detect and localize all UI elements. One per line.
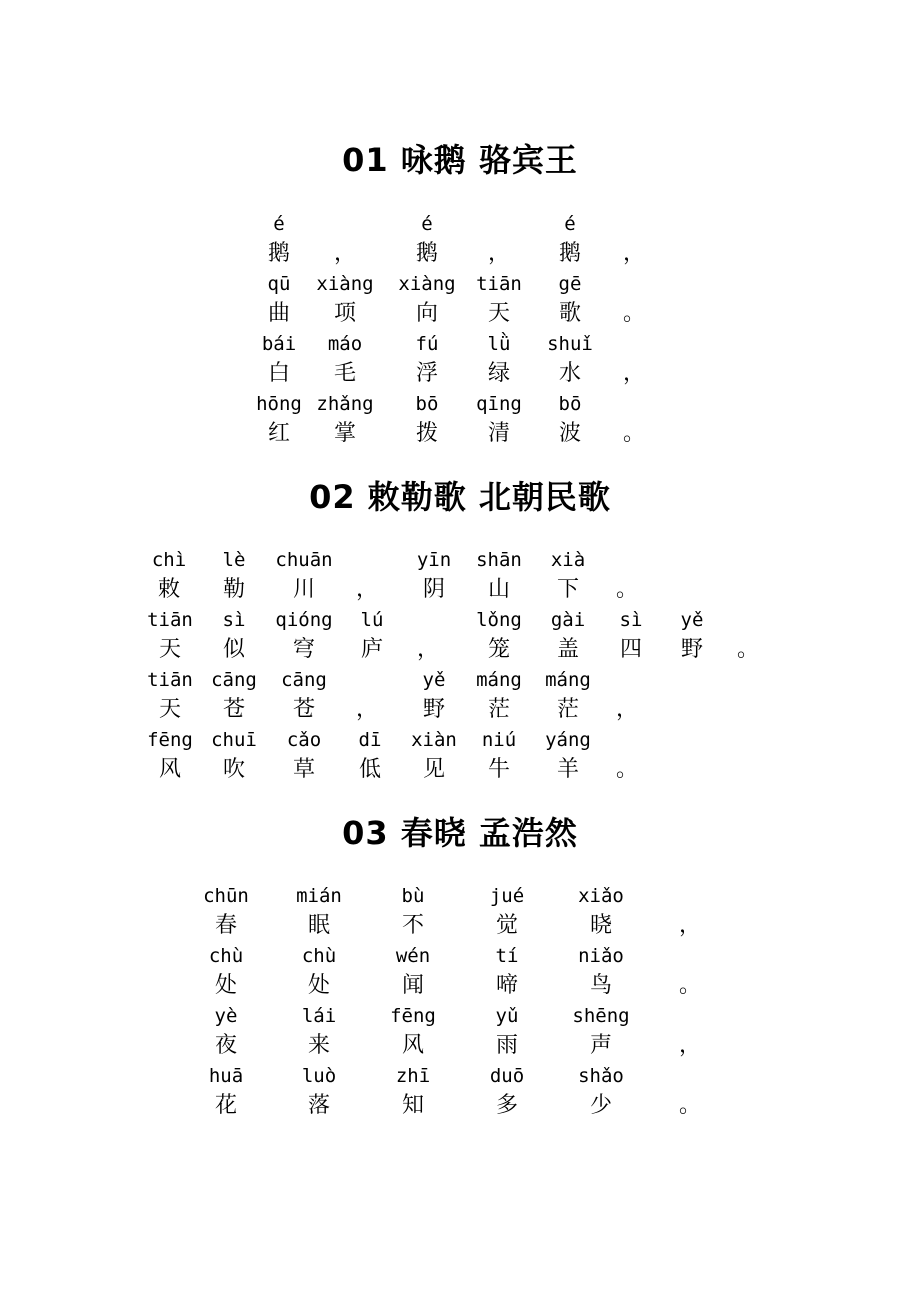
hanzi-character: 眠 — [307, 913, 331, 938]
pinyin-syllable: chì — [151, 549, 187, 571]
hanzi-character: 四 — [619, 637, 643, 662]
punctuation-mark: 。 — [736, 637, 760, 662]
hanzi-character: 山 — [487, 577, 511, 602]
pinyin-syllable: cāng — [211, 669, 257, 691]
hanzi-character: 低 — [358, 757, 382, 782]
hanzi-character: 绿 — [487, 361, 511, 386]
hanzi-character: 花 — [214, 1093, 238, 1118]
pinyin-syllable: é — [421, 213, 433, 235]
pinyin-syllable: sì — [222, 609, 246, 631]
pinyin-syllable: cāng — [281, 669, 327, 691]
hanzi-character: 觉 — [495, 913, 519, 938]
hanzi-character: 水 — [558, 361, 582, 386]
hanzi-character: 清 — [487, 421, 511, 446]
pinyin-syllable: shuǐ — [547, 333, 593, 355]
hanzi-character: 天 — [158, 697, 182, 722]
hanzi-character: 啼 — [495, 973, 519, 998]
hanzi-character: 雨 — [495, 1033, 519, 1058]
punctuation-mark: 。 — [678, 973, 702, 998]
hanzi-character: 庐 — [360, 637, 384, 662]
hanzi-character: 野 — [422, 697, 446, 722]
punctuation-mark: ， — [355, 697, 379, 722]
hanzi-character: 向 — [415, 301, 439, 326]
hanzi-character: 知 — [401, 1093, 425, 1118]
pinyin-syllable: tiān — [147, 669, 193, 691]
pinyin-syllable: qióng — [275, 609, 333, 631]
pinyin-syllable: duō — [489, 1065, 525, 1087]
punctuation-mark: ， — [355, 577, 379, 602]
hanzi-character: 茫 — [556, 697, 580, 722]
pinyin-syllable: fú — [415, 333, 439, 355]
punctuation-mark: 。 — [615, 577, 639, 602]
pinyin-syllable: qīng — [476, 393, 522, 415]
hanzi-character: 浮 — [415, 361, 439, 386]
pinyin-syllable: chù — [301, 945, 337, 967]
hanzi-character: 茫 — [487, 697, 511, 722]
pinyin-syllable: niú — [481, 729, 517, 751]
hanzi-character: 穹 — [292, 637, 316, 662]
hanzi-character: 拨 — [415, 421, 439, 446]
hanzi-character: 鹅 — [267, 241, 291, 266]
pinyin-syllable: chù — [208, 945, 244, 967]
punctuation-mark: ， — [678, 913, 702, 938]
punctuation-mark: 。 — [678, 1093, 702, 1118]
hanzi-character: 风 — [158, 757, 182, 782]
pinyin-syllable: yě — [680, 609, 704, 631]
pinyin-syllable: jué — [489, 885, 525, 907]
hanzi-character: 苍 — [222, 697, 246, 722]
hanzi-character: 吹 — [222, 757, 246, 782]
hanzi-character: 鹅 — [558, 241, 582, 266]
hanzi-character: 似 — [222, 637, 246, 662]
hanzi-character: 项 — [333, 301, 357, 326]
pinyin-syllable: máng — [476, 669, 522, 691]
pinyin-syllable: é — [273, 213, 285, 235]
punctuation-mark: ， — [333, 241, 357, 266]
pinyin-syllable: xiàn — [411, 729, 457, 751]
hanzi-character: 声 — [589, 1033, 613, 1058]
hanzi-character: 下 — [556, 577, 580, 602]
punctuation-mark: ， — [622, 361, 646, 386]
hanzi-character: 晓 — [589, 913, 613, 938]
pinyin-syllable: yīn — [416, 549, 452, 571]
hanzi-character: 风 — [401, 1033, 425, 1058]
hanzi-character: 多 — [495, 1093, 519, 1118]
pinyin-syllable: zhǎng — [316, 393, 374, 415]
hanzi-character: 落 — [307, 1093, 331, 1118]
pinyin-syllable: xiàng — [316, 273, 374, 295]
pinyin-syllable: xiàng — [398, 273, 456, 295]
pinyin-syllable: yè — [214, 1005, 238, 1027]
pinyin-syllable: chūn — [203, 885, 249, 907]
pinyin-syllable: zhī — [395, 1065, 431, 1087]
hanzi-character: 苍 — [292, 697, 316, 722]
hanzi-character: 处 — [214, 973, 238, 998]
pinyin-syllable: fēng — [390, 1005, 436, 1027]
pinyin-syllable: wén — [395, 945, 431, 967]
hanzi-character: 少 — [589, 1093, 613, 1118]
pinyin-syllable: shān — [476, 549, 522, 571]
pinyin-syllable: gē — [558, 273, 582, 295]
poem-title: 02 敕勒歌 北朝民歌 — [309, 478, 611, 516]
hanzi-character: 春 — [214, 913, 238, 938]
pinyin-syllable: lǒng — [476, 609, 522, 631]
punctuation-mark: ， — [416, 637, 440, 662]
pinyin-syllable: tí — [495, 945, 519, 967]
punctuation-mark: ， — [615, 697, 639, 722]
hanzi-character: 草 — [292, 757, 316, 782]
pinyin-syllable: tiān — [147, 609, 193, 631]
hanzi-character: 夜 — [214, 1033, 238, 1058]
hanzi-character: 阴 — [422, 577, 446, 602]
punctuation-mark: 。 — [622, 301, 646, 326]
pinyin-syllable: lǜ — [487, 333, 511, 355]
poem-title: 01 咏鹅 骆宾王 — [342, 141, 578, 179]
pinyin-syllable: yě — [422, 669, 446, 691]
punctuation-mark: 。 — [622, 421, 646, 446]
pinyin-syllable: bù — [401, 885, 425, 907]
hanzi-character: 红 — [267, 421, 291, 446]
hanzi-character: 鸟 — [589, 973, 613, 998]
pinyin-syllable: lú — [360, 609, 384, 631]
punctuation-mark: 。 — [615, 757, 639, 782]
punctuation-mark: ， — [622, 241, 646, 266]
pinyin-syllable: mián — [296, 885, 342, 907]
hanzi-character: 歌 — [558, 301, 582, 326]
hanzi-character: 敕 — [157, 577, 181, 602]
hanzi-character: 白 — [267, 361, 291, 386]
pinyin-syllable: chuī — [211, 729, 257, 751]
hanzi-character: 来 — [307, 1033, 331, 1058]
pinyin-syllable: dī — [358, 729, 382, 751]
poem-title: 03 春晓 孟浩然 — [342, 814, 578, 852]
pinyin-syllable: yáng — [545, 729, 591, 751]
pinyin-syllable: niǎo — [578, 945, 624, 967]
hanzi-character: 闻 — [401, 973, 425, 998]
hanzi-character: 羊 — [556, 757, 580, 782]
pinyin-syllable: gài — [550, 609, 586, 631]
pinyin-syllable: máo — [327, 333, 363, 355]
hanzi-character: 见 — [422, 757, 446, 782]
pinyin-syllable: qū — [267, 273, 291, 295]
hanzi-character: 波 — [558, 421, 582, 446]
hanzi-character: 毛 — [333, 361, 357, 386]
hanzi-character: 不 — [401, 913, 425, 938]
pinyin-syllable: sì — [619, 609, 643, 631]
pinyin-syllable: cǎo — [286, 729, 322, 751]
pinyin-syllable: é — [564, 213, 576, 235]
pinyin-syllable: bái — [261, 333, 297, 355]
hanzi-character: 笼 — [487, 637, 511, 662]
hanzi-character: 天 — [158, 637, 182, 662]
pinyin-syllable: shēng — [572, 1005, 630, 1027]
pinyin-syllable: lè — [222, 549, 246, 571]
punctuation-mark: ， — [487, 241, 511, 266]
pinyin-syllable: lái — [301, 1005, 337, 1027]
punctuation-mark: ， — [678, 1033, 702, 1058]
hanzi-character: 野 — [680, 637, 704, 662]
pinyin-syllable: yǔ — [495, 1005, 519, 1027]
pinyin-syllable: shǎo — [578, 1065, 624, 1087]
hanzi-character: 牛 — [487, 757, 511, 782]
hanzi-character: 鹅 — [415, 241, 439, 266]
hanzi-character: 天 — [487, 301, 511, 326]
pinyin-syllable: chuān — [275, 549, 333, 571]
hanzi-character: 掌 — [333, 421, 357, 446]
pinyin-syllable: luò — [301, 1065, 337, 1087]
hanzi-character: 曲 — [267, 301, 291, 326]
hanzi-character: 勒 — [222, 577, 246, 602]
pinyin-syllable: bō — [558, 393, 582, 415]
hanzi-character: 处 — [307, 973, 331, 998]
pinyin-syllable: xiǎo — [578, 885, 624, 907]
pinyin-syllable: máng — [545, 669, 591, 691]
pinyin-syllable: tiān — [476, 273, 522, 295]
pinyin-syllable: fēng — [147, 729, 193, 751]
pinyin-syllable: bō — [415, 393, 439, 415]
pinyin-syllable: xià — [550, 549, 586, 571]
hanzi-character: 川 — [292, 577, 316, 602]
hanzi-character: 盖 — [556, 637, 580, 662]
pinyin-syllable: hōng — [256, 393, 302, 415]
pinyin-syllable: huā — [208, 1065, 244, 1087]
